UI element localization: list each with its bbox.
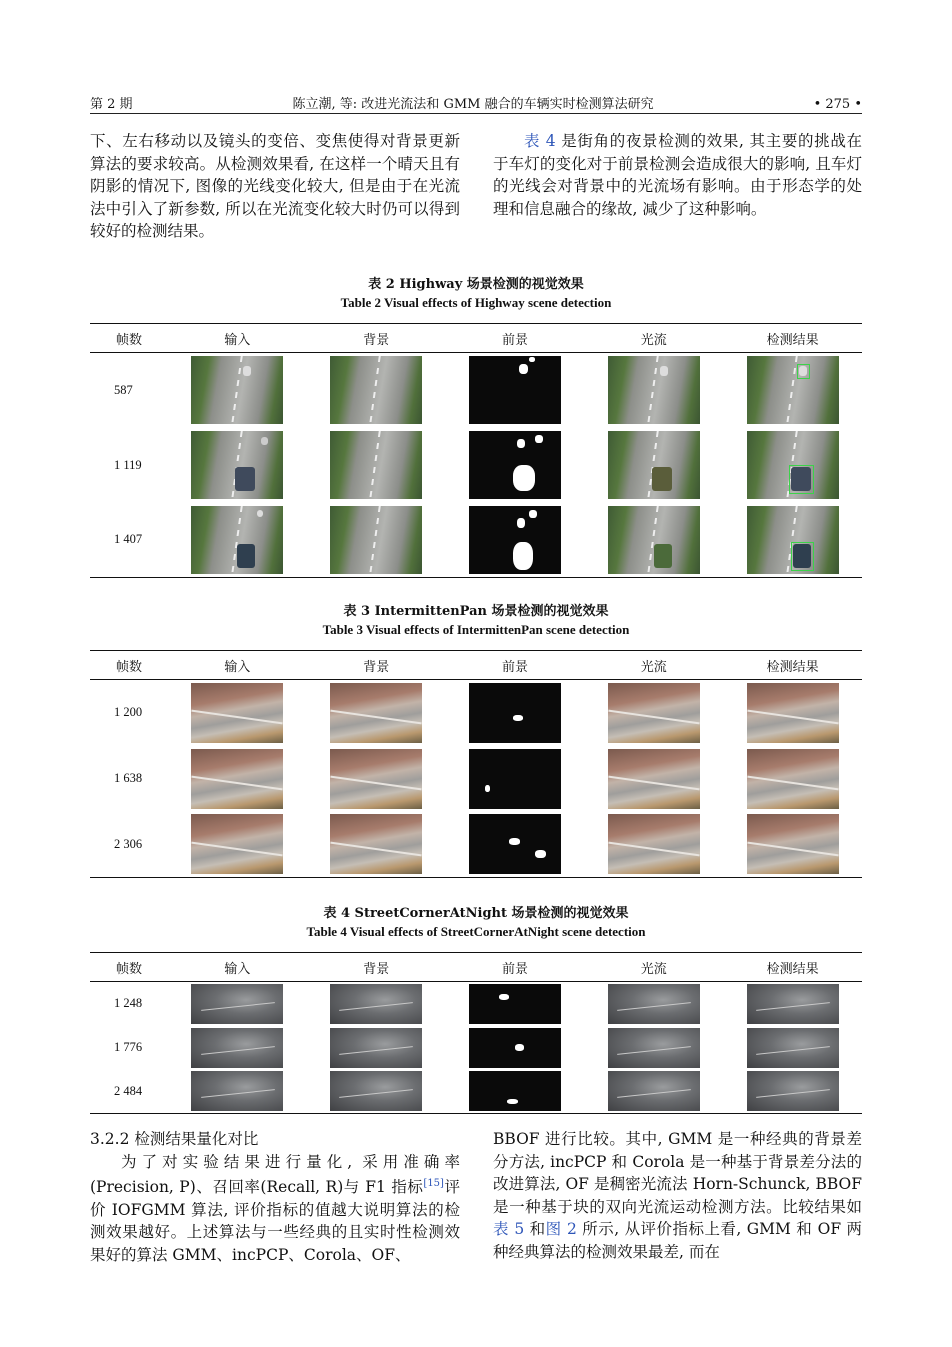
section-right-text-a: BBOF 进行比较。其中, GMM 是一种经典的背景差分方法, incPCP 和 Corola 是一种基于背景差分法的改进算法, OF 是稠密光流法 Horn-Schunck, BBOF 是一种基于块的双向光流运动检测方法。比较结果如 xyxy=(493,1130,862,1216)
col-header-frame: 帧数 xyxy=(90,651,168,680)
input-image xyxy=(191,683,283,743)
table-row xyxy=(90,503,862,578)
table-row xyxy=(90,353,862,428)
frame-number: 2 484 xyxy=(90,1070,168,1114)
table2 xyxy=(90,323,862,578)
top-left-text: 下、左右移动以及镜头的变倍、变焦使得对背景更新算法的要求较高。从检测效果看, 在这样一个晴天且有阴影的情况下, 图像的光线变化较大, 但是由于在光流法中引入了新参数, 所以在光流变化较大时仍可以得到较好的检测结果。 xyxy=(90,132,460,240)
table-row xyxy=(90,680,862,746)
section-right-column xyxy=(493,1128,862,1263)
table-row xyxy=(90,1070,862,1114)
frame-number: 1 200 xyxy=(114,705,143,720)
table4-caption xyxy=(90,905,862,941)
table4-title-en: Table 4 Visual effects of StreetCornerAtNight scene detection xyxy=(306,924,646,939)
table3-title-cn: 表 3 IntermittenPan 场景检测的视觉效果 xyxy=(343,604,609,619)
optical-flow-image xyxy=(608,984,700,1024)
detection-result-image xyxy=(747,431,839,499)
col-header-optical-flow: 光流 xyxy=(584,324,723,353)
optical-flow-image xyxy=(608,356,700,424)
top-right-paragraph xyxy=(493,130,862,220)
optical-flow-image xyxy=(608,749,700,809)
header-rule xyxy=(90,113,862,114)
col-header-input: 输入 xyxy=(168,651,307,680)
frame-number: 1 407 xyxy=(90,503,168,578)
table4-header-row xyxy=(90,953,862,982)
section-left-text-b: 评价 IOFGMM 算法, 评价指标的值越大说明算法的检测效果越好。上述算法与一些经典的且实时性检测效果好的算法 GMM、incPCP、Corola、OF、 xyxy=(90,1178,460,1264)
detection-result-image xyxy=(747,683,839,743)
optical-flow-image xyxy=(608,814,700,874)
input-image xyxy=(191,1071,283,1111)
input-image xyxy=(191,814,283,874)
foreground-mask xyxy=(469,506,561,574)
table-row xyxy=(90,428,862,503)
col-header-foreground: 前景 xyxy=(446,324,585,353)
optical-flow-image xyxy=(608,431,700,499)
detection-result-image xyxy=(747,1071,839,1111)
table3-header-row xyxy=(90,651,862,680)
col-header-detection-result: 检测结果 xyxy=(723,953,862,982)
detection-result-image xyxy=(747,814,839,874)
frame-number: 1 248 xyxy=(114,996,143,1011)
table-row xyxy=(90,812,862,878)
table3-caption xyxy=(90,603,862,639)
col-header-background: 背景 xyxy=(307,324,446,353)
detection-result-image xyxy=(747,506,839,574)
section-heading: 3.2.2 检测结果量化对比 xyxy=(90,1130,259,1148)
frame-number: 1 638 xyxy=(114,771,143,785)
detection-result-image xyxy=(747,749,839,809)
table-row xyxy=(90,1026,862,1070)
col-header-detection-result: 检测结果 xyxy=(723,324,862,353)
col-header-background: 背景 xyxy=(307,651,446,680)
table5-link[interactable]: 表 5 xyxy=(493,1220,525,1238)
foreground-mask xyxy=(469,749,561,809)
section-right-text-c: 所示, 从评价指标上看, GMM 和 OF 两种经典算法的检测效果最差, 而在 xyxy=(493,1220,862,1261)
input-image xyxy=(191,431,283,499)
col-header-optical-flow: 光流 xyxy=(584,651,723,680)
input-image xyxy=(191,984,283,1024)
section-left-column xyxy=(90,1128,460,1266)
input-image xyxy=(191,1028,283,1068)
foreground-mask xyxy=(469,356,561,424)
col-header-input: 输入 xyxy=(168,953,307,982)
col-header-detection-result: 检测结果 xyxy=(723,651,862,680)
citation-link[interactable]: [15] xyxy=(423,1178,444,1189)
table4 xyxy=(90,952,862,1114)
table2-caption xyxy=(90,276,862,312)
top-right-text: 是街角的夜景检测的效果, 其主要的挑战在于车灯的变化对于前景检测会造成很大的影响, 且车灯的光线会对背景中的光流场有影响。由于形态学的处理和信息融合的缘故, 减少了这种影响。 xyxy=(493,132,862,218)
frame-number: 587 xyxy=(114,382,133,397)
background-image xyxy=(330,683,422,743)
col-header-foreground: 前景 xyxy=(446,953,585,982)
table-row xyxy=(90,982,862,1026)
detection-result-image xyxy=(747,984,839,1024)
table4-link[interactable]: 表 4 xyxy=(524,132,556,150)
foreground-mask xyxy=(469,984,561,1024)
col-header-input: 输入 xyxy=(168,324,307,353)
table4-title-cn: 表 4 StreetCornerAtNight 场景检测的视觉效果 xyxy=(323,906,629,921)
background-image xyxy=(330,431,422,499)
table3-title-en: Table 3 Visual effects of IntermittenPan scene detection xyxy=(322,622,630,637)
detection-result-image xyxy=(747,356,839,424)
foreground-mask xyxy=(469,1028,561,1068)
figure2-link[interactable]: 图 2 xyxy=(545,1220,577,1238)
table3 xyxy=(90,650,862,878)
top-left-paragraph xyxy=(90,130,460,243)
section-right-text-b: 和 xyxy=(524,1220,546,1238)
background-image xyxy=(330,1071,422,1111)
input-image xyxy=(191,506,283,574)
input-image xyxy=(191,356,283,424)
col-header-background: 背景 xyxy=(307,953,446,982)
foreground-mask xyxy=(469,814,561,874)
page-number: • 275 • xyxy=(813,97,862,112)
background-image xyxy=(330,984,422,1024)
table2-title-cn: 表 2 Highway 场景检测的视觉效果 xyxy=(368,277,584,292)
table-row xyxy=(90,746,862,812)
col-header-foreground: 前景 xyxy=(446,651,585,680)
detection-result-image xyxy=(747,1028,839,1068)
frame-number: 1 776 xyxy=(114,1040,143,1054)
optical-flow-image xyxy=(608,506,700,574)
running-header xyxy=(90,90,862,112)
col-header-frame: 帧数 xyxy=(90,324,168,353)
frame-number: 1 119 xyxy=(114,457,142,472)
background-image xyxy=(330,1028,422,1068)
table2-title-en: Table 2 Visual effects of Highway scene detection xyxy=(340,295,612,310)
optical-flow-image xyxy=(608,1028,700,1068)
running-title: 陈立潮, 等: 改进光流法和 GMM 融合的车辆实时检测算法研究 xyxy=(292,97,654,112)
col-header-optical-flow: 光流 xyxy=(584,953,723,982)
col-header-frame: 帧数 xyxy=(90,953,168,982)
background-image xyxy=(330,814,422,874)
input-image xyxy=(191,749,283,809)
foreground-mask xyxy=(469,683,561,743)
section-left-text-a: 为了对实验结果进行量化, 采用准确率(Precision, P)、召回率(Recall, R)与 F1 指标 xyxy=(90,1152,460,1197)
background-image xyxy=(330,356,422,424)
background-image xyxy=(330,749,422,809)
optical-flow-image xyxy=(608,1071,700,1111)
foreground-mask xyxy=(469,431,561,499)
issue-number: 第 2 期 xyxy=(90,97,133,112)
frame-number: 2 306 xyxy=(90,812,168,878)
table2-header-row xyxy=(90,324,862,353)
foreground-mask xyxy=(469,1071,561,1111)
background-image xyxy=(330,506,422,574)
optical-flow-image xyxy=(608,683,700,743)
